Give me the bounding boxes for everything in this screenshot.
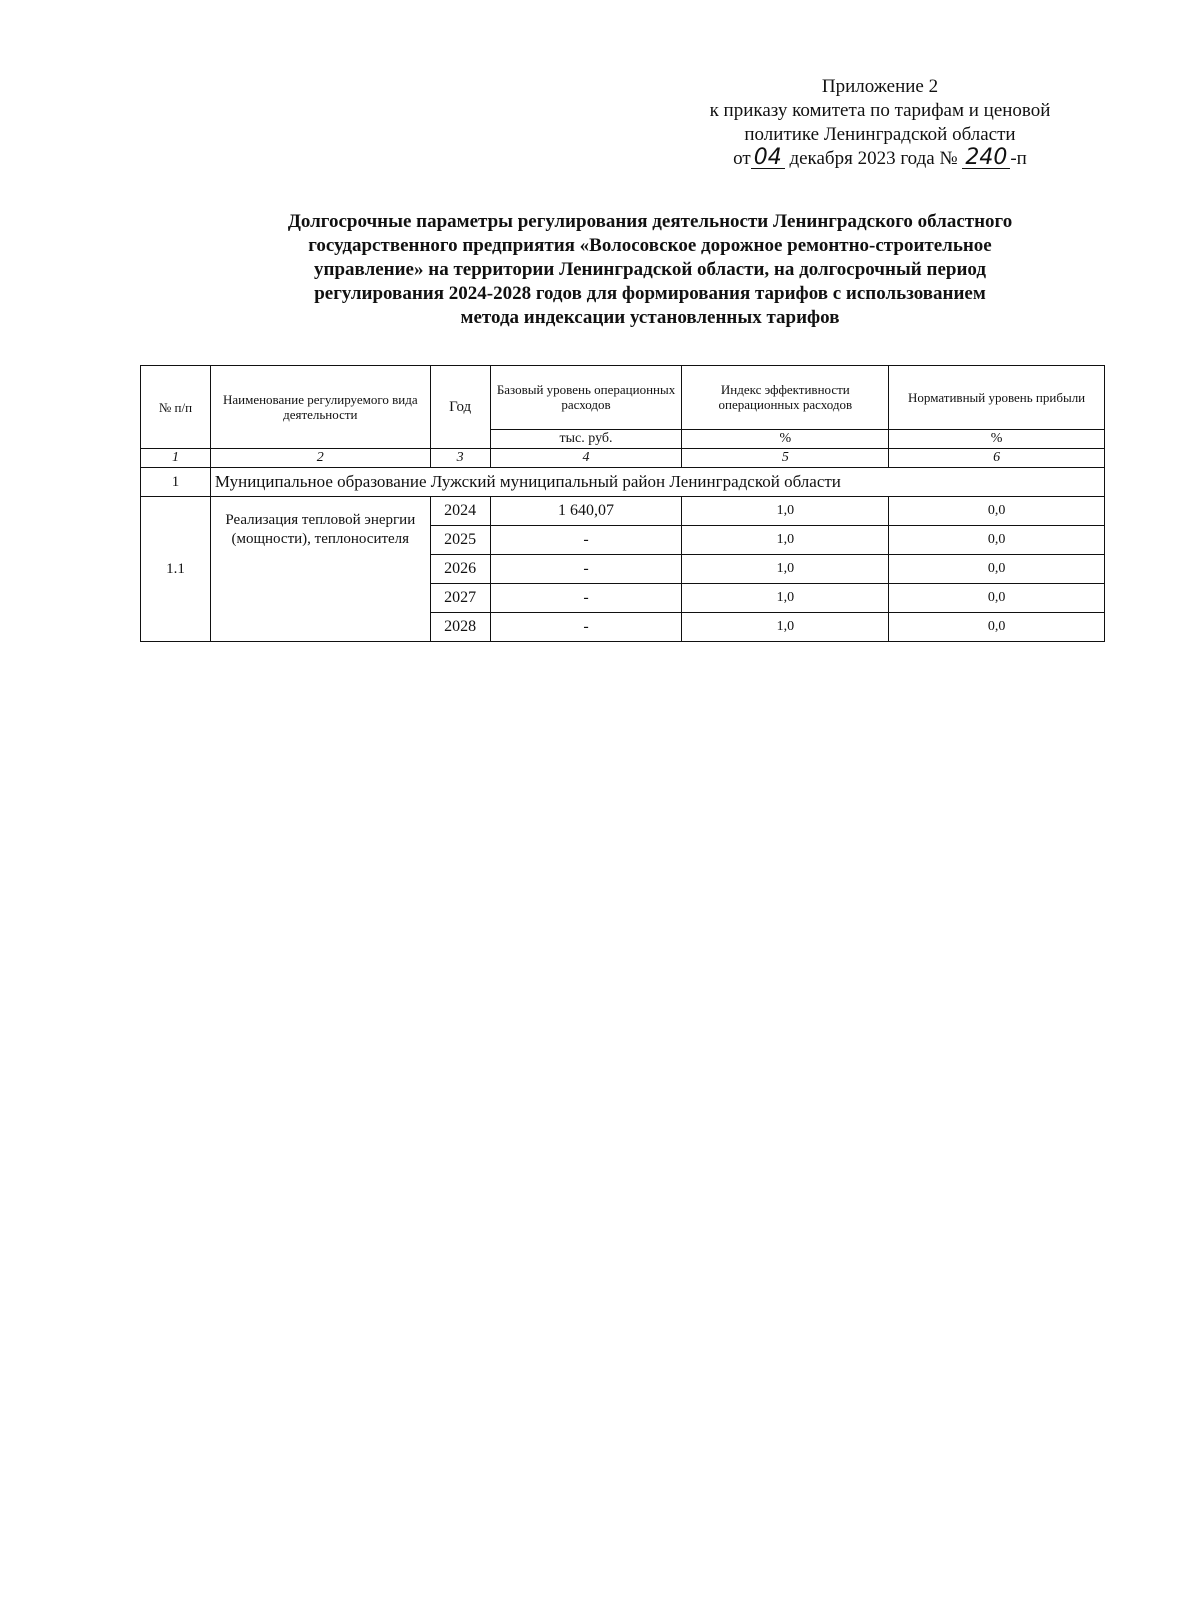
column-number: 6	[889, 449, 1105, 468]
row-efficiency: 1,0	[682, 497, 889, 526]
column-number: 1	[141, 449, 211, 468]
activity-name: Реализация тепловой энергии (мощности), теплоносителя	[210, 497, 430, 642]
row-efficiency: 1,0	[682, 526, 889, 555]
row-efficiency: 1,0	[682, 584, 889, 613]
appendix-order-line: к приказу комитета по тарифам и ценовой	[709, 100, 1051, 121]
row-profit: 0,0	[889, 584, 1105, 613]
row-base-cost: -	[490, 526, 682, 555]
header-activity: Наименование регулируемого вида деятельности	[210, 366, 430, 449]
header-num: № п/п	[141, 366, 211, 449]
unit-base-cost: тыс. руб.	[490, 429, 682, 448]
title-line: Долгосрочные параметры регулирования деятельности Ленинградского областного	[287, 211, 1013, 232]
document-title	[150, 210, 1150, 330]
handwritten-order-number: 240	[962, 148, 1010, 169]
row-year: 2024	[430, 497, 490, 526]
row-year: 2025	[430, 526, 490, 555]
header-efficiency: Индекс эффективности операционных расходов	[682, 366, 889, 430]
activity-num: 1.1	[141, 497, 211, 642]
column-number: 4	[490, 449, 682, 468]
row-efficiency: 1,0	[682, 613, 889, 642]
appendix-date-line	[640, 147, 1120, 171]
order-suffix: -п	[1010, 148, 1027, 169]
column-number: 5	[682, 449, 889, 468]
row-base-cost: -	[490, 613, 682, 642]
date-middle: декабря 2023 года №	[789, 148, 958, 169]
title-line: метода индексации установленных тарифов	[460, 307, 840, 328]
row-year: 2027	[430, 584, 490, 613]
row-profit: 0,0	[889, 497, 1105, 526]
municipality-row	[141, 468, 1105, 497]
title-line: государственного предприятия «Волосовское дорожное ремонтно-строительное	[308, 235, 992, 256]
parameters-table	[140, 365, 1105, 642]
row-profit: 0,0	[889, 526, 1105, 555]
row-base-cost: -	[490, 555, 682, 584]
title-line: регулирования 2024-2028 годов для формирования тарифов с использованием	[314, 283, 986, 304]
title-line: управление» на территории Ленинградской области, на долгосрочный период	[314, 259, 986, 280]
header-profit: Нормативный уровень прибыли	[889, 366, 1105, 430]
row-base-cost: -	[490, 584, 682, 613]
appendix-header	[640, 75, 1120, 171]
unit-efficiency: %	[682, 429, 889, 448]
appendix-number: Приложение 2	[821, 76, 939, 97]
table-header-row	[141, 366, 1105, 430]
table-column-numbers-row	[141, 449, 1105, 468]
municipality-num: 1	[141, 468, 211, 497]
appendix-committee-line: политике Ленинградской области	[744, 124, 1016, 145]
header-year: Год	[430, 366, 490, 449]
row-year: 2028	[430, 613, 490, 642]
column-number: 2	[210, 449, 430, 468]
date-prefix: от	[733, 148, 751, 169]
row-profit: 0,0	[889, 613, 1105, 642]
row-base-cost: 1 640,07	[490, 497, 682, 526]
handwritten-day: 04	[751, 148, 785, 169]
row-year: 2026	[430, 555, 490, 584]
municipality-name: Муниципальное образование Лужский муниципальный район Ленинградской области	[210, 468, 1104, 497]
header-base-cost: Базовый уровень операционных расходов	[490, 366, 682, 430]
table-row	[141, 497, 1105, 526]
row-profit: 0,0	[889, 555, 1105, 584]
unit-profit: %	[889, 429, 1105, 448]
row-efficiency: 1,0	[682, 555, 889, 584]
column-number: 3	[430, 449, 490, 468]
